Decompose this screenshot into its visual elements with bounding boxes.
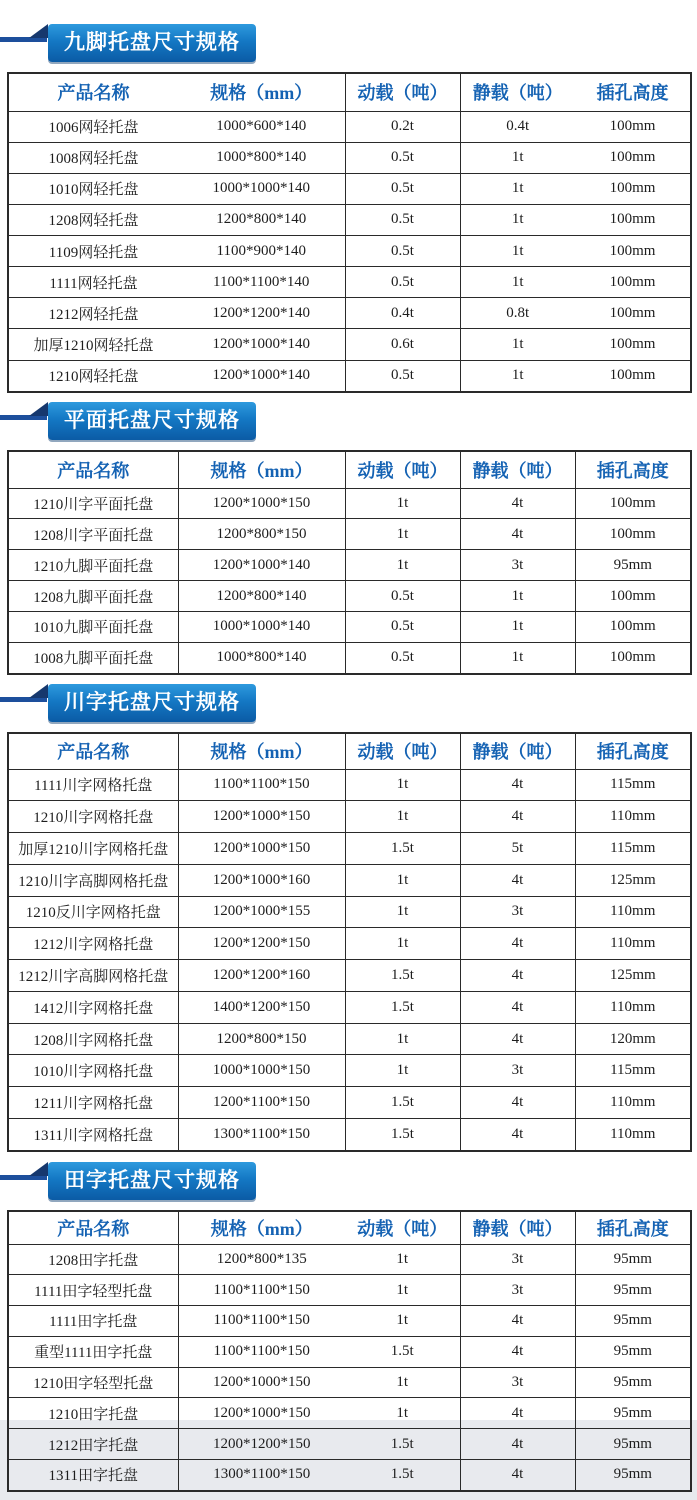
spec-cell: 1200*1000*160 [178, 864, 345, 896]
table-row [8, 111, 691, 142]
static-load-cell: 3t [460, 896, 575, 928]
column-header-row [8, 73, 691, 111]
spec-cell: 1200*1200*160 [178, 960, 345, 992]
static-load-cell: 4t [460, 1306, 575, 1337]
static-load-cell: 4t [460, 1023, 575, 1055]
column-header-row [8, 1211, 691, 1244]
fork-height-cell: 95mm [575, 1306, 691, 1337]
section-chuan-pallet [0, 684, 697, 1152]
spec-cell: 1200*1000*140 [178, 360, 345, 392]
product-name-cell: 1212网轻托盘 [8, 298, 178, 329]
static-load-cell: 1t [460, 204, 575, 235]
spec-cell: 1000*800*140 [178, 642, 345, 674]
static-load-cell: 4t [460, 960, 575, 992]
column-header: 产品名称 [57, 83, 130, 104]
table-row [8, 769, 691, 801]
table-row [8, 960, 691, 992]
product-name-cell: 1208网轻托盘 [8, 204, 178, 235]
static-load-cell: 5t [460, 833, 575, 865]
dynamic-load-cell: 1.5t [345, 1087, 460, 1119]
product-name-cell: 1211川字网格托盘 [8, 1087, 178, 1119]
product-name-cell: 1208川字平面托盘 [8, 519, 178, 550]
table-row [8, 1023, 691, 1055]
product-name-cell: 1210九脚平面托盘 [8, 550, 178, 581]
product-name-cell: 1109网轻托盘 [8, 236, 178, 267]
spec-cell: 1200*1000*150 [178, 1367, 345, 1398]
product-name-cell: 1111川字网格托盘 [8, 769, 178, 801]
spec-cell: 1200*1200*150 [178, 1429, 345, 1460]
dynamic-load-cell: 1.5t [345, 833, 460, 865]
dynamic-load-cell: 1t [345, 519, 460, 550]
fork-height-cell: 115mm [575, 1055, 691, 1087]
fork-height-cell: 95mm [575, 1367, 691, 1398]
table-row [8, 1244, 691, 1275]
ribbon-fold-icon [29, 684, 48, 698]
column-header: 规格（mm） [178, 1211, 345, 1244]
fork-height-cell: 100mm [575, 267, 691, 298]
static-load-cell: 1t [460, 642, 575, 674]
fork-height-cell: 120mm [575, 1023, 691, 1055]
product-name-cell: 1010川字网格托盘 [8, 1055, 178, 1087]
product-name-cell: 1210川字高脚网格托盘 [8, 864, 178, 896]
dynamic-load-cell: 1t [345, 1023, 460, 1055]
table-row [8, 236, 691, 267]
dynamic-load-cell: 1.5t [345, 1459, 460, 1491]
column-header: 动载（吨） [345, 451, 460, 488]
section-header [0, 1162, 697, 1200]
dynamic-load-cell: 0.5t [345, 267, 460, 298]
dynamic-load-cell: 0.4t [345, 298, 460, 329]
static-load-cell: 1t [460, 173, 575, 204]
product-name-cell: 1311田字托盘 [8, 1459, 178, 1491]
column-header: 静载（吨） [460, 451, 575, 488]
dynamic-load-cell: 1t [345, 488, 460, 519]
static-load-cell: 4t [460, 801, 575, 833]
fork-height-cell: 95mm [575, 1275, 691, 1306]
spec-cell: 1200*1200*150 [178, 928, 345, 960]
dynamic-load-cell: 0.6t [345, 329, 460, 360]
static-load-cell: 4t [460, 991, 575, 1023]
spec-cell: 1200*1000*150 [178, 801, 345, 833]
dynamic-load-cell: 1.5t [345, 960, 460, 992]
product-name-cell: 加厚1210网轻托盘 [8, 329, 178, 360]
dynamic-load-cell: 1t [345, 1244, 460, 1275]
static-load-cell: 1t [460, 142, 575, 173]
product-name-cell: 重型1111田字托盘 [8, 1336, 178, 1367]
dynamic-load-cell: 1t [345, 550, 460, 581]
section-title-badge: 九脚托盘尺寸规格 [48, 24, 256, 62]
fork-height-cell: 100mm [575, 111, 691, 142]
table-row [8, 801, 691, 833]
table-row [8, 1429, 691, 1460]
spec-cell: 1000*1000*140 [178, 612, 345, 643]
table-row [8, 488, 691, 519]
spec-cell: 1100*1100*140 [178, 267, 345, 298]
fork-height-cell: 110mm [575, 896, 691, 928]
fork-height-cell: 100mm [575, 488, 691, 519]
dynamic-load-cell: 1t [345, 801, 460, 833]
dynamic-load-cell: 1.5t [345, 991, 460, 1023]
spec-cell: 1100*1100*150 [178, 1306, 345, 1337]
table-row [8, 173, 691, 204]
fork-height-cell: 100mm [575, 360, 691, 392]
spec-cell: 1200*1000*140 [178, 329, 345, 360]
table-row [8, 581, 691, 612]
column-header: 插孔高度 [575, 733, 691, 769]
fork-height-cell: 110mm [575, 1118, 691, 1151]
static-load-cell: 4t [460, 769, 575, 801]
table-row [8, 1459, 691, 1491]
ribbon-fold-icon [29, 1162, 48, 1176]
table-row [8, 896, 691, 928]
static-load-cell: 1t [460, 581, 575, 612]
spec-cell: 1000*1000*140 [178, 173, 345, 204]
table-row [8, 1367, 691, 1398]
spec-cell: 1100*1100*150 [178, 1275, 345, 1306]
fork-height-cell: 95mm [575, 1244, 691, 1275]
spec-cell: 1100*1100*150 [178, 1336, 345, 1367]
section-header [0, 402, 697, 440]
spec-cell: 1000*600*140 [178, 111, 345, 142]
fork-height-cell: 95mm [575, 550, 691, 581]
dynamic-load-cell: 1.5t [345, 1429, 460, 1460]
product-name-cell: 1208川字网格托盘 [8, 1023, 178, 1055]
dynamic-load-cell: 0.5t [345, 642, 460, 674]
section-tian-pallet [0, 1162, 697, 1492]
product-name-cell: 1212川字网格托盘 [8, 928, 178, 960]
fork-height-cell: 110mm [575, 928, 691, 960]
spec-cell: 1200*1000*150 [178, 1398, 345, 1429]
fork-height-cell: 100mm [575, 329, 691, 360]
spec-cell: 1300*1100*150 [178, 1118, 345, 1151]
static-load-cell: 1t [460, 612, 575, 643]
fork-height-cell: 100mm [575, 642, 691, 674]
fork-height-cell: 110mm [575, 801, 691, 833]
dynamic-load-cell: 0.5t [345, 360, 460, 392]
static-load-cell: 1t [460, 267, 575, 298]
product-name-cell: 1111网轻托盘 [8, 267, 178, 298]
table-row [8, 1306, 691, 1337]
ribbon-fold-icon [29, 402, 48, 416]
fork-height-cell: 100mm [575, 142, 691, 173]
spec-cell: 1200*1000*150 [178, 488, 345, 519]
static-load-cell: 0.4t [460, 111, 575, 142]
dynamic-load-cell: 0.5t [345, 142, 460, 173]
chuan-pallet-spec-table [7, 732, 692, 1152]
column-header: 规格（mm） [178, 451, 345, 488]
fork-height-cell: 95mm [575, 1336, 691, 1367]
dynamic-load-cell: 1.5t [345, 1118, 460, 1151]
product-name-cell: 1210反川字网格托盘 [8, 896, 178, 928]
table-row [8, 519, 691, 550]
static-load-cell: 4t [460, 1398, 575, 1429]
spec-cell: 1200*1200*140 [178, 298, 345, 329]
fork-height-cell: 110mm [575, 1087, 691, 1119]
static-load-cell: 4t [460, 1118, 575, 1151]
table-row [8, 329, 691, 360]
product-name-cell: 1210川字网格托盘 [8, 801, 178, 833]
section-nine-leg-pallet [0, 24, 697, 393]
flat-pallet-spec-table [7, 450, 692, 675]
product-name-cell: 1412川字网格托盘 [8, 991, 178, 1023]
fork-height-cell: 115mm [575, 769, 691, 801]
product-name-cell: 1208田字托盘 [8, 1244, 178, 1275]
product-name-cell: 1111田字轻型托盘 [8, 1275, 178, 1306]
dynamic-load-cell: 0.5t [345, 173, 460, 204]
dynamic-load-cell: 1t [345, 1055, 460, 1087]
static-load-cell: 3t [460, 1055, 575, 1087]
dynamic-load-cell: 0.2t [345, 111, 460, 142]
static-load-cell: 4t [460, 488, 575, 519]
product-name-cell: 1208九脚平面托盘 [8, 581, 178, 612]
column-header: 插孔高度 [575, 1211, 691, 1244]
spec-cell: 1100*1100*150 [178, 769, 345, 801]
product-name-cell: 1210网轻托盘 [8, 360, 178, 392]
product-name-cell: 1212川字高脚网格托盘 [8, 960, 178, 992]
table-row [8, 204, 691, 235]
spec-cell: 1200*1000*140 [178, 550, 345, 581]
section-header [0, 684, 697, 722]
table-row [8, 1275, 691, 1306]
static-load-cell: 4t [460, 1459, 575, 1491]
product-name-cell: 1111田字托盘 [8, 1306, 178, 1337]
dynamic-load-cell: 1t [345, 1367, 460, 1398]
fork-height-cell: 95mm [575, 1398, 691, 1429]
spec-cell: 1000*800*140 [178, 142, 345, 173]
table-row [8, 360, 691, 392]
column-header: 静载（吨） [460, 73, 575, 111]
table-row [8, 928, 691, 960]
spec-cell: 1400*1200*150 [178, 991, 345, 1023]
section-title-badge: 田字托盘尺寸规格 [48, 1162, 256, 1200]
spec-cell: 1200*1100*150 [178, 1087, 345, 1119]
fork-height-cell: 100mm [575, 204, 691, 235]
fork-height-cell: 100mm [575, 519, 691, 550]
dynamic-load-cell: 1t [345, 896, 460, 928]
table-row [8, 1336, 691, 1367]
page-content [0, 24, 697, 1492]
product-name-cell: 1010网轻托盘 [8, 173, 178, 204]
table-row [8, 267, 691, 298]
spec-cell: 1100*900*140 [178, 236, 345, 267]
column-header: 规格（mm） [210, 83, 313, 104]
column-header: 静载（吨） [460, 733, 575, 769]
fork-height-cell: 100mm [575, 612, 691, 643]
dynamic-load-cell: 0.5t [345, 581, 460, 612]
section-header [0, 24, 697, 62]
static-load-cell: 4t [460, 1336, 575, 1367]
ribbon-fold-icon [29, 24, 48, 38]
fork-height-cell: 100mm [575, 581, 691, 612]
dynamic-load-cell: 1t [345, 1306, 460, 1337]
dynamic-load-cell: 1t [345, 1398, 460, 1429]
column-header-row [8, 733, 691, 769]
static-load-cell: 1t [460, 236, 575, 267]
spec-cell: 1200*800*150 [178, 1023, 345, 1055]
table-row [8, 612, 691, 643]
fork-height-cell: 125mm [575, 960, 691, 992]
static-load-cell: 4t [460, 1087, 575, 1119]
static-load-cell: 3t [460, 1367, 575, 1398]
spec-cell: 1000*1000*150 [178, 1055, 345, 1087]
fork-height-cell: 115mm [575, 833, 691, 865]
table-row [8, 1398, 691, 1429]
tian-pallet-spec-table [7, 1210, 692, 1492]
product-name-cell: 1212田字托盘 [8, 1429, 178, 1460]
fork-height-cell: 125mm [575, 864, 691, 896]
column-header: 产品名称 [57, 1218, 130, 1239]
spec-cell: 1200*800*150 [178, 519, 345, 550]
spec-cell: 1200*800*135 [178, 1244, 345, 1275]
nine-leg-pallet-spec-table [7, 72, 692, 393]
product-name-cell: 1210田字轻型托盘 [8, 1367, 178, 1398]
column-header: 产品名称 [57, 742, 130, 763]
dynamic-load-cell: 0.5t [345, 612, 460, 643]
fork-height-cell: 95mm [575, 1459, 691, 1491]
product-name-cell: 1008九脚平面托盘 [8, 642, 178, 674]
static-load-cell: 4t [460, 928, 575, 960]
product-name-cell: 加厚1210川字网格托盘 [8, 833, 178, 865]
static-load-cell: 4t [460, 864, 575, 896]
dynamic-load-cell: 1t [345, 928, 460, 960]
table-row [8, 1087, 691, 1119]
product-name-cell: 1311川字网格托盘 [8, 1118, 178, 1151]
table-row [8, 833, 691, 865]
fork-height-cell: 95mm [575, 1429, 691, 1460]
spec-cell: 1200*800*140 [178, 204, 345, 235]
column-header: 动载（吨） [345, 73, 460, 111]
column-header: 静载（吨） [460, 1211, 575, 1244]
table-row [8, 1118, 691, 1151]
column-header: 规格（mm） [178, 733, 345, 769]
product-name-cell: 1210川字平面托盘 [8, 488, 178, 519]
section-flat-pallet [0, 402, 697, 675]
section-title-badge: 平面托盘尺寸规格 [48, 402, 256, 440]
table-row [8, 142, 691, 173]
spec-cell: 1300*1100*150 [178, 1459, 345, 1491]
spec-cell: 1200*1000*155 [178, 896, 345, 928]
product-name-cell: 1008网轻托盘 [8, 142, 178, 173]
fork-height-cell: 100mm [575, 236, 691, 267]
column-header: 动载（吨） [357, 1218, 448, 1239]
column-header: 插孔高度 [596, 83, 669, 104]
table-row [8, 991, 691, 1023]
table-row [8, 642, 691, 674]
table-row [8, 298, 691, 329]
column-header-row [8, 451, 691, 488]
spec-cell: 1200*1000*150 [178, 833, 345, 865]
static-load-cell: 4t [460, 1429, 575, 1460]
product-name-cell: 1006网轻托盘 [8, 111, 178, 142]
dynamic-load-cell: 0.5t [345, 204, 460, 235]
static-load-cell: 3t [460, 550, 575, 581]
static-load-cell: 1t [460, 360, 575, 392]
product-name-cell: 1210田字托盘 [8, 1398, 178, 1429]
table-row [8, 1055, 691, 1087]
static-load-cell: 3t [460, 1275, 575, 1306]
static-load-cell: 4t [460, 519, 575, 550]
static-load-cell: 0.8t [460, 298, 575, 329]
dynamic-load-cell: 0.5t [345, 236, 460, 267]
column-header: 产品名称 [57, 460, 130, 481]
product-name-cell: 1010九脚平面托盘 [8, 612, 178, 643]
dynamic-load-cell: 1t [345, 769, 460, 801]
static-load-cell: 3t [460, 1244, 575, 1275]
column-header: 动载（吨） [345, 733, 460, 769]
static-load-cell: 1t [460, 329, 575, 360]
dynamic-load-cell: 1t [345, 1275, 460, 1306]
section-title-badge: 川字托盘尺寸规格 [48, 684, 256, 722]
dynamic-load-cell: 1.5t [345, 1336, 460, 1367]
fork-height-cell: 100mm [575, 298, 691, 329]
table-row [8, 550, 691, 581]
spec-cell: 1200*800*140 [178, 581, 345, 612]
fork-height-cell: 110mm [575, 991, 691, 1023]
column-header: 插孔高度 [575, 451, 691, 488]
table-row [8, 864, 691, 896]
dynamic-load-cell: 1t [345, 864, 460, 896]
fork-height-cell: 100mm [575, 173, 691, 204]
